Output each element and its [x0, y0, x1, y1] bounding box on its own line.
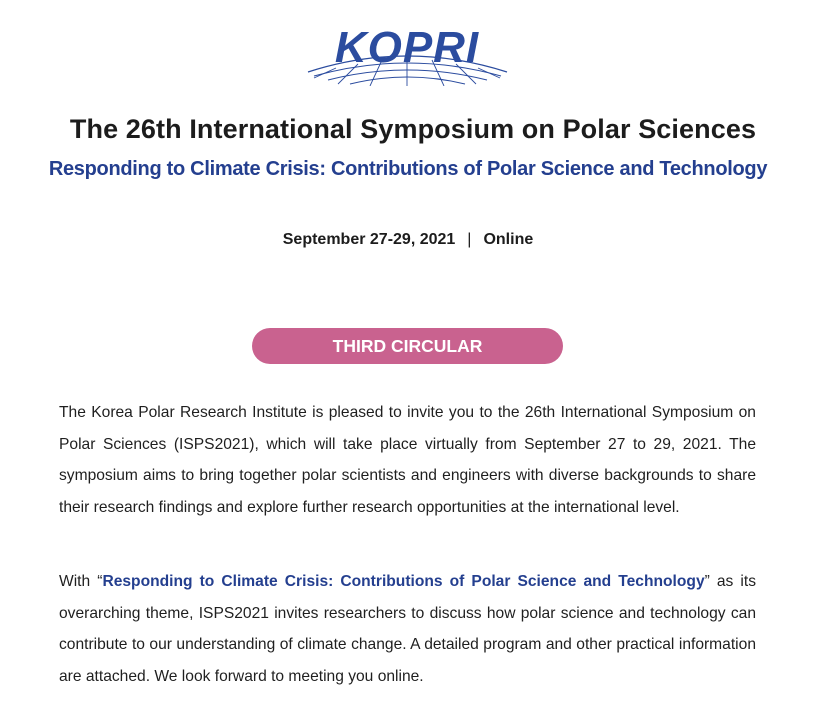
- separator: |: [467, 231, 472, 248]
- logo-text: KOPRI: [334, 23, 480, 72]
- event-date: September 27-29, 2021: [282, 231, 456, 248]
- circular-badge: THIRD CIRCULAR: [252, 328, 563, 364]
- event-location: Online: [483, 231, 534, 248]
- theme-prefix: With “: [59, 573, 103, 590]
- theme-rest: ” as its overarching theme, ISPS2021 invites researchers to discuss how polar science and technology can contribute to our understanding of climate change. A detailed program and other practical information are attached. We look forward to meeting you online.: [59, 573, 757, 685]
- page-subtitle: Responding to Climate Crisis: Contributions of Polar Science and Technology: [48, 158, 768, 180]
- event-info: [0, 231, 816, 249]
- page-title: The 26th International Symposium on Polar Sciences: [69, 114, 757, 144]
- intro-paragraph: The Korea Polar Research Institute is pleased to invite you to the 26th International Symposium on Polar Sciences (ISPS2021), which will take place virtually from September 27 to 29, 2021. The symposium aims to bring together polar scientists and engineers with diverse backgrounds to share their research findings and explore further research opportunities at the international level.: [59, 404, 756, 516]
- theme-text: Responding to Climate Crisis: Contributions of Polar Science and Technology: [102, 573, 705, 590]
- kopri-logo: [300, 22, 515, 86]
- globe-grid-icon: [300, 22, 515, 86]
- theme-paragraph: [59, 566, 756, 692]
